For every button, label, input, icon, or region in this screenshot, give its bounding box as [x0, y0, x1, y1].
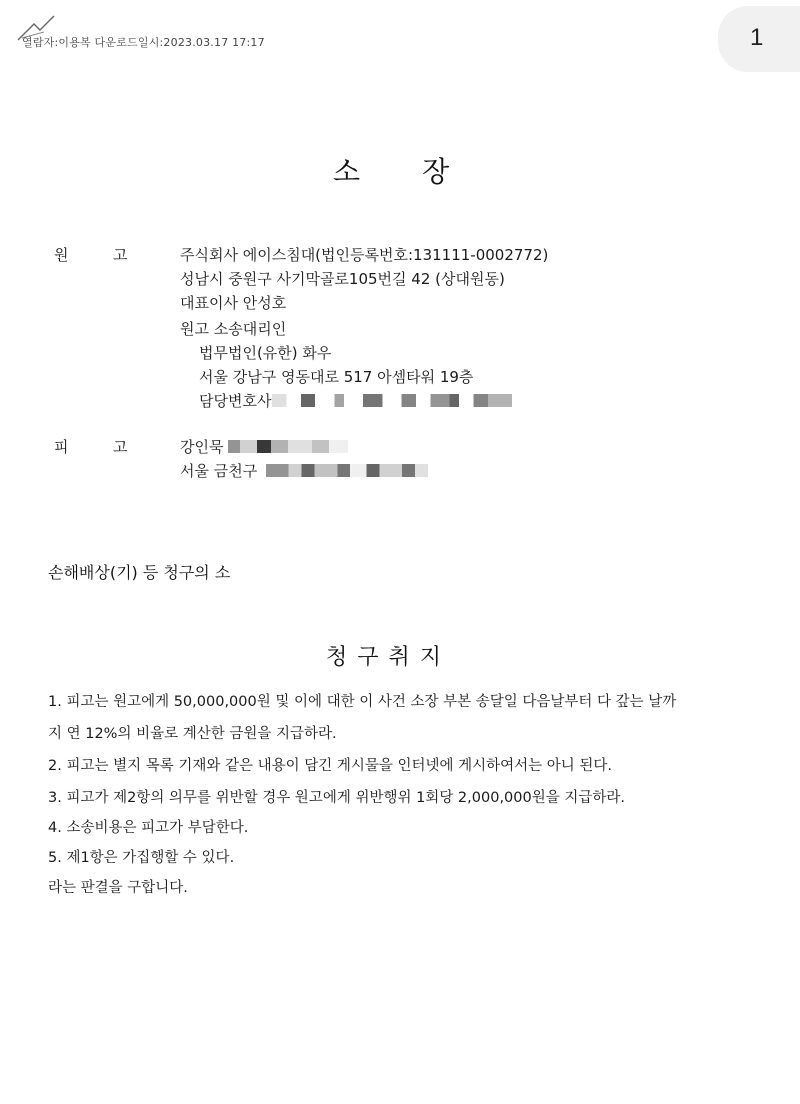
claim-conclusion: 라는 판결을 구합니다. [48, 880, 188, 896]
defendant-label-b: 고 [113, 438, 128, 456]
download-watermark: 열람자:이용복 다운로드일시:2023.03.17 17:17 [22, 36, 265, 49]
redaction-mask [228, 440, 348, 453]
title-char-right: 장 [422, 155, 452, 188]
page-number: 1 [750, 24, 764, 51]
agent-heading: 원고 소송대리인 [180, 320, 287, 338]
claim-item: 2. 피고는 별지 목록 기재와 같은 내용이 담긴 게시물을 인터넷에 게시하여서는 아니 된다. [48, 758, 612, 774]
document-title [333, 150, 451, 190]
plaintiff-label-b: 고 [113, 246, 128, 264]
attorney-prefix: 담당변호사 [199, 392, 272, 410]
law-firm-address: 서울 강남구 영동대로 517 아셈타워 19층 [199, 368, 474, 386]
claim-item: 지 연 12%의 비율로 계산한 금원을 지급하라. [48, 726, 337, 742]
claim-item: 5. 제1항은 가집행할 수 있다. [48, 850, 235, 866]
claim-item: 4. 소송비용은 피고가 부담한다. [48, 820, 249, 836]
title-char-left: 소 [333, 155, 363, 188]
plaintiff-company: 주식회사 에이스침대(법인등록번호:131111-0002772) [180, 246, 549, 264]
defendant-name-prefix: 강인묵 [180, 438, 224, 456]
claim-item: 1. 피고는 원고에게 50,000,000원 및 이에 대한 이 사건 소장 부본 송달일 다음날부터 다 갚는 날까 [48, 694, 677, 710]
defendant-name-line [180, 436, 223, 457]
attorney-line [199, 390, 271, 411]
claim-item: 3. 피고가 제2항의 의무를 위반할 경우 원고에게 위반행위 1회당 2,000,000원을 지급하라. [48, 790, 625, 806]
defendant-label-a: 피 [54, 438, 69, 456]
plaintiff-address: 성남시 중원구 사기막골로105번길 42 (상대원동) [180, 270, 505, 288]
defendant-address-line [180, 460, 257, 481]
defendant-address-prefix: 서울 금천구 [180, 462, 258, 480]
redaction-mask [272, 394, 512, 407]
claim-subject: 손해배상(기) 등 청구의 소 [48, 563, 231, 582]
plaintiff-label-a: 원 [54, 246, 69, 264]
claims-section-title: 청구취지 [326, 645, 452, 670]
redaction-mask [266, 464, 428, 477]
plaintiff-ceo: 대표이사 안성호 [180, 294, 287, 312]
law-firm-name: 법무법인(유한) 화우 [199, 344, 332, 362]
